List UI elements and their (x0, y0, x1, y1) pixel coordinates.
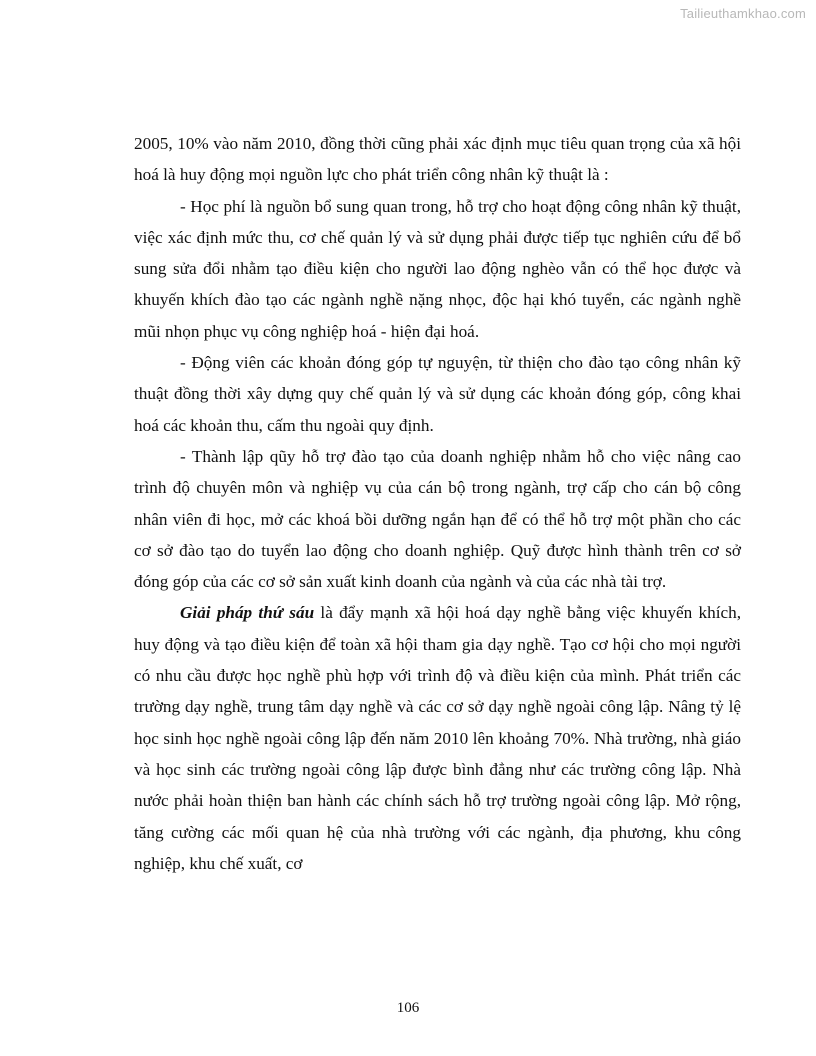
page-number: 106 (396, 1000, 420, 1016)
paragraph-1: 2005, 10% vào năm 2010, đồng thời cũng phải xác định mục tiêu quan trọng của xã hội hoá là huy động mọi nguồn lực cho phát triển công nhân kỹ thuật là : (134, 134, 741, 185)
document-body (134, 128, 741, 879)
watermark: Tailieuthamkhao.com (680, 6, 806, 21)
paragraph-4: - Thành lập qũy hỗ trợ đào tạo của doanh nghiệp nhằm hỗ cho việc nâng cao trình độ chuyên môn và nghiệp vụ của cán bộ trong ngành, trợ cấp cho cán bộ công nhân viên đi học, mở các khoá bồi dưỡng ngắn hạn để có thể hỗ trợ một phần cho các cơ sở đào tạo do tuyển lao động cho doanh nghiệp. Quỹ được hình thành trên cơ sở đóng góp của các cơ sở sản xuất kinh doanh của ngành và của các nhà tài trợ. (134, 446, 741, 592)
paragraph-5-body: là đẩy mạnh xã hội hoá dạy nghề bằng việc khuyến khích, huy động và tạo điều kiện để toàn xã hội tham gia dạy nghề. Tạo cơ hội cho mọi người có nhu cầu được học nghề phù hợp với trình độ và điều kiện của mình. Phát triển các trường dạy nghề, trung tâm dạy nghề và các cơ sở dạy nghề ngoài công lập. Nâng tỷ lệ học sinh học nghề ngoài công lập đến năm 2010 lên khoảng 70%. Nhà trường, nhà giáo và học sinh các trường ngoài công lập được bình đẳng như các trường công lập. Nhà nước phải hoàn thiện ban hành các chính sách hỗ trợ trường ngoài công lập. Mở rộng, tăng cường các mối quan hệ của nhà trường với các ngành, địa phương, khu công nghiệp, khu chế xuất, cơ (134, 603, 742, 873)
paragraph-5 (134, 597, 741, 879)
paragraph-3: - Động viên các khoản đóng góp tự nguyện, từ thiện cho đào tạo công nhân kỹ thuật đồng thời xây dựng quy chế quản lý và sử dụng các khoản đóng góp, công khai hoá các khoản thu, cấm thu ngoài quy định. (134, 353, 741, 435)
paragraph-5-lead: Giải pháp thứ sáu (180, 603, 315, 623)
paragraph-2: - Học phí là nguồn bổ sung quan trong, hỗ trợ cho hoạt động công nhân kỹ thuật, việc xác định mức thu, cơ chế quản lý và sử dụng phải được tiếp tục nghiên cứu để bổ sung sửa đổi nhằm tạo điều kiện cho người lao động nghèo vẫn có thể học được và khuyến khích đào tạo các ngành nghề nặng nhọc, độc hại khó tuyển, các ngành nghề mũi nhọn phục vụ công nghiệp hoá - hiện đại hoá. (134, 196, 741, 341)
